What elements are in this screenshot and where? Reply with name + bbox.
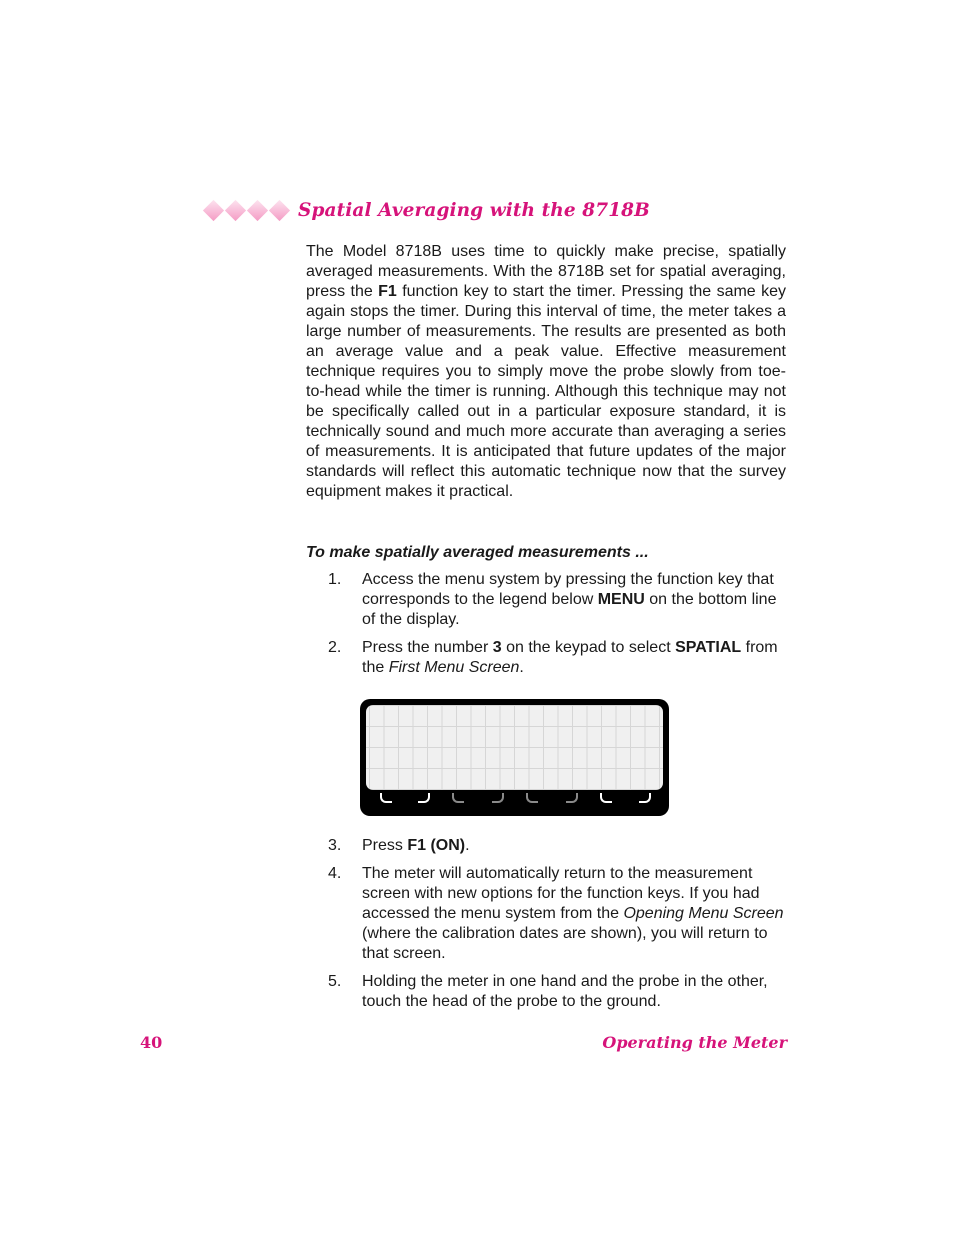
diamond-icon: [268, 199, 289, 220]
f4-key-bracket-icon: [600, 793, 612, 803]
function-key-brackets: [360, 793, 669, 807]
f3-key-bracket-icon: [526, 793, 538, 803]
diamond-icon: [224, 199, 245, 220]
f3-key-bracket-icon: [566, 793, 578, 803]
f2-key-bracket-icon: [492, 793, 504, 803]
f2-key-bracket-icon: [452, 793, 464, 803]
f4-key-bracket-icon: [639, 793, 651, 803]
procedure-subheading: To make spatially averaged measurements ...: [306, 544, 649, 561]
page-number: 40: [140, 1033, 163, 1052]
heading-bullets: [202, 203, 290, 218]
lcd-screen: [366, 705, 663, 790]
section-heading: [202, 196, 650, 224]
page-title: Spatial Averaging with the 8718B: [298, 199, 650, 221]
intro-paragraph: The Model 8718B uses time to quickly make precise, spatially averaged measurements. With the 8718B set for spatial averaging, press the F1 function key to start the timer. Pressing the same key again stops the timer. During this interval of time, the meter takes a large number of measurements. The results are presented as both an average value and a peak value. Effective measurement technique requires you to simply move the probe slowly from toe-to-head while the timer is running. Although this technique may not be specifically called out in a particular exposure standard, it is technically sound and much more accurate than averaging a series of measurements. It is anticipated that future updates of the major standards will reflect this automatic technique now that the survey equipment makes it practical.: [306, 243, 786, 500]
lcd-display-illustration: [360, 699, 669, 816]
diamond-icon: [246, 199, 267, 220]
running-footer-title: Operating the Meter: [602, 1033, 787, 1052]
f1-key-bracket-icon: [380, 793, 392, 803]
f1-key-bracket-icon: [418, 793, 430, 803]
diamond-icon: [202, 199, 223, 220]
